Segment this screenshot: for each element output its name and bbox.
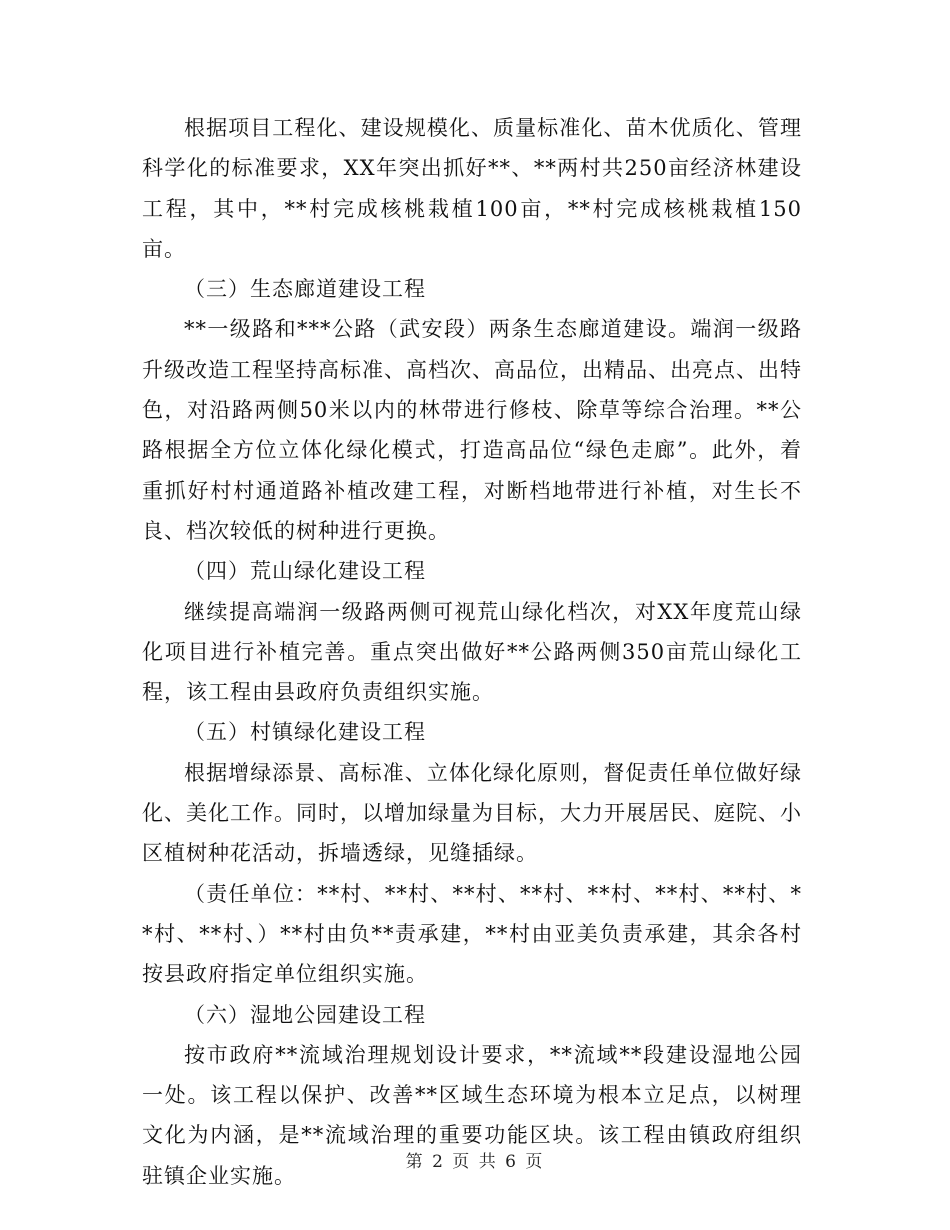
- paragraph-economic-forest: 根据项目工程化、建设规模化、质量标准化、苗木优质化、管理科学化的标准要求，XX年突出抓好**、**两村共250亩经济林建设工程，其中，**村完成核桃栽植100亩，**村完成核桃栽植150亩。: [142, 116, 802, 261]
- paragraph-responsible-units: （责任单位：**村、**村、**村、**村、**村、**村、**村、**村、**村、）**村由负**责承建，**村由亚美负责承建，其余各村按县政府指定单位组织实施。: [142, 881, 802, 987]
- heading-barren-mountain: （四）荒山绿化建设工程: [184, 559, 426, 584]
- heading-wetland-park: （六）湿地公园建设工程: [184, 1002, 426, 1027]
- heading-village-greening: （五）村镇绿化建设工程: [184, 720, 426, 745]
- paragraph-barren-mountain: 继续提高端润一级路两侧可视荒山绿化档次，对XX年度荒山绿化项目进行补植完善。重点突出做好**公路两侧350亩荒山绿化工程，该工程由县政府负责组织实施。: [142, 599, 802, 705]
- paragraph-wetland-park: 按市政府**流域治理规划设计要求，**流域**段建设湿地公园一处。该工程以保护、改善**区域生态环境为根本立足点，以树理文化为内涵，是**流域治理的重要功能区块。该工程由镇政府组织驻镇企业实施。: [142, 1042, 802, 1188]
- heading-ecological-corridor: （三）生态廊道建设工程: [184, 277, 426, 302]
- page-number-footer: 第 2 页 共 6 页: [405, 1152, 545, 1172]
- paragraph-ecological-corridor: **一级路和***公路（武安段）两条生态廊道建设。端润一级路升级改造工程坚持高标准、高档次、高品位，出精品、出亮点、出特色，对沿路两侧50米以内的林带进行修枝、除草等综合治理。**公路根据全方位立体化绿化模式，打造高品位“绿色走廊”。此外，着重抓好村村通道路补植改建工程，对断档地带进行补植，对生长不良、档次较低的树种进行更换。: [142, 317, 802, 543]
- document-body: [142, 108, 802, 1196]
- paragraph-village-greening: 根据增绿添景、高标准、立体化绿化原则，督促责任单位做好绿化、美化工作。同时，以增加绿量为目标，大力开展居民、庭院、小区植树种花活动，拆墙透绿，见缝插绿。: [142, 760, 802, 866]
